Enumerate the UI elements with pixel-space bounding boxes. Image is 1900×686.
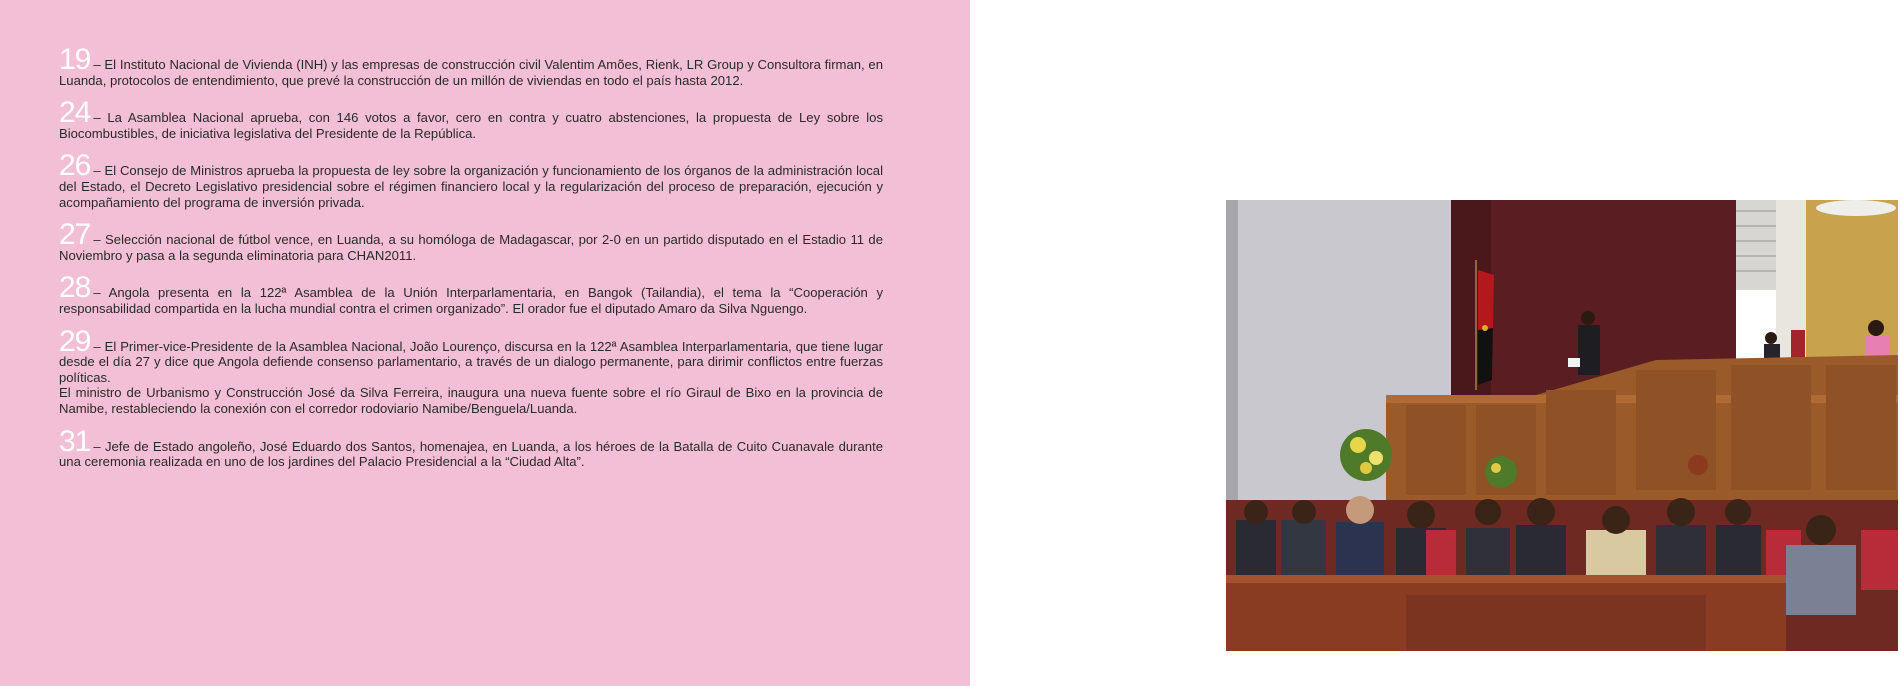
flowers-top — [1816, 200, 1896, 216]
photo-illustration — [1226, 200, 1898, 651]
entry-26 — [59, 149, 883, 210]
entry-text: – Jefe de Estado angoleño, José Eduardo dos Santos, homenajea, en Luanda, a los héroes de la Batalla de Cuito Cuanavale durante una ceremonia realizada en uno de los jardines del Palacio Presidencial a la “Ciudad Alta”. — [59, 438, 883, 470]
day-number: 19 — [59, 43, 91, 76]
entry-text: – Angola presenta en la 122ª Asamblea de la Unión Interparlamentaria, en Bangok (Tailandia), el tema la “Cooperación y responsabilidad compartida en la lucha mundial contra el crimen organizado”. El orador fue el diputado Amaro da Silva Nguengo. — [59, 285, 883, 316]
day-number: 28 — [59, 271, 91, 305]
day-number: 26 — [59, 149, 91, 183]
speaker-head — [1581, 311, 1595, 325]
entry-text: – El Primer-vice-Presidente de la Asamblea Nacional, João Lourenço, discursa en la 122ª Asamblea Interparlamentaria, que tiene lugar desde el día 27 y dice que Angola defiende consenso parlamentario, a través de un dialogo permanente, para dirimir conflictos entre fuerzas políticas. — [59, 338, 883, 385]
entry-text: – La Asamblea Nacional aprueba, con 146 votos a favor, cero en contra y cuatro abstenciones, la propuesta de Ley sobre los Biocombustibles, de iniciativa legislativa del Presidente de la República. — [59, 110, 883, 141]
entry-paragraph — [59, 324, 883, 386]
entry-31 — [59, 424, 883, 470]
day-number: 31 — [59, 424, 91, 458]
day-number: 27 — [59, 218, 91, 252]
entry-text: – Selección nacional de fútbol vence, en Luanda, a su homóloga de Madagascar, por 2-0 en un partido disputado en el Estadio 11 de Noviembro y pasa a la segunda eliminatoria para CHAN2011. — [59, 232, 883, 263]
entry-paragraph — [59, 96, 883, 141]
speaker-body — [1578, 325, 1600, 375]
entry-28 — [59, 271, 883, 316]
entry-paragraph — [59, 43, 883, 88]
entry-paragraph — [59, 271, 883, 316]
entry-24 — [59, 96, 883, 141]
window-blinds — [1736, 200, 1776, 290]
entry-text: – El Instituto Nacional de Vivienda (INH) y las empresas de construcción civil Valentim Amões, Rienk, LR Group y Consultora firman, en Luanda, protocolos de entendimiento, que prevé la construcción de un millón de viviendas en todo el país hasta 2012. — [59, 57, 883, 88]
parliament-session-photo — [1226, 200, 1898, 651]
entry-text: El ministro de Urbanismo y Construcción José da Silva Ferreira, inaugura una nueva fuente sobre el río Giraul de Bixo en la provincia de Namibe, restableciendo la conexión con el corredor rodoviario Namibe/Benguela/Luanda. — [59, 385, 883, 416]
day-number: 24 — [59, 96, 91, 130]
entry-27 — [59, 218, 883, 263]
entry-paragraph — [59, 385, 883, 416]
entry-paragraph — [59, 149, 883, 210]
flower-arrangement-2 — [1485, 456, 1517, 488]
entry-29 — [59, 324, 883, 417]
entry-text: – El Consejo de Ministros aprueba la propuesta de ley sobre la organización y funcionamiento de los órganos de la administración local del Estado, el Decreto Legislativo presidencial sobre el régimen financiero local y la regularización del proceso de preparación, ejecución y acompañamiento del programa de inversión privada. — [59, 163, 883, 210]
lamp-globe — [1688, 455, 1708, 475]
entry-19 — [59, 43, 883, 88]
entry-paragraph — [59, 218, 883, 263]
day-number: 29 — [59, 324, 91, 358]
chronology-entries — [59, 43, 883, 485]
speaker-papers — [1568, 358, 1580, 367]
entry-paragraph — [59, 424, 883, 470]
